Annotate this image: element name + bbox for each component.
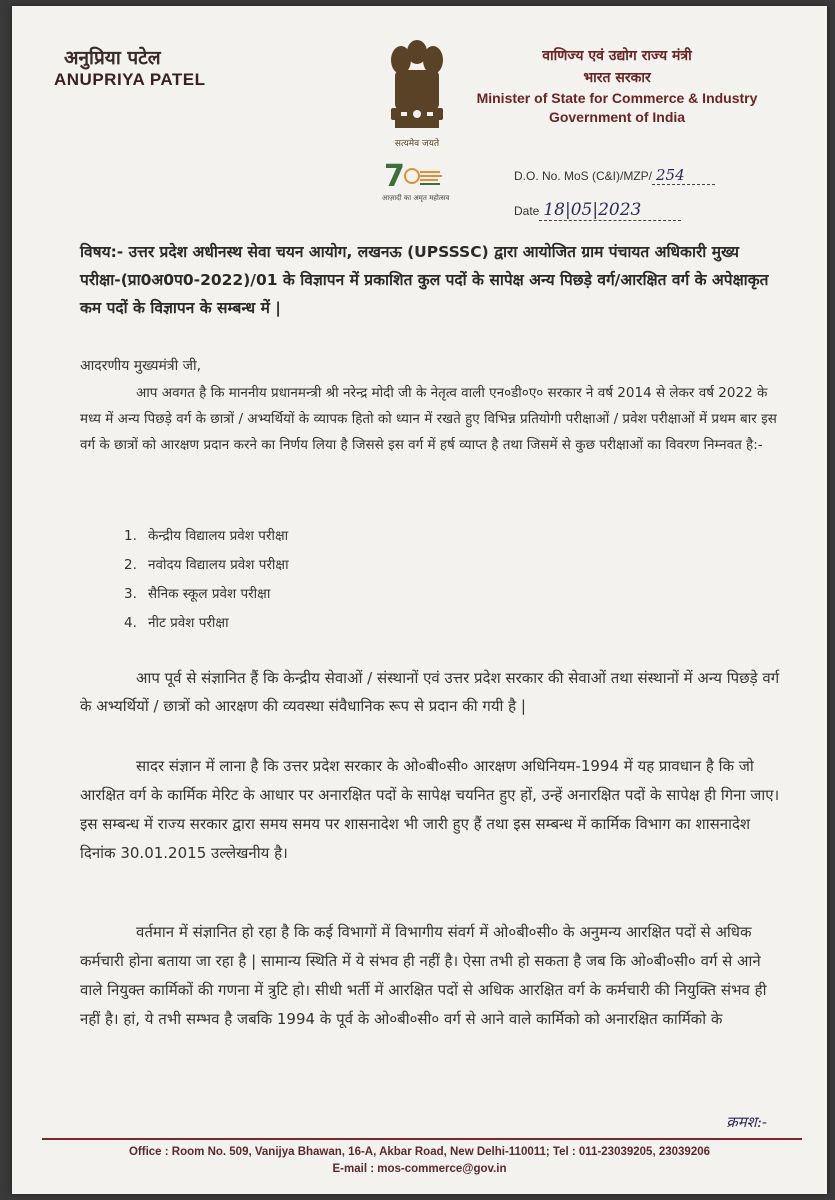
- footer-address: Office : Room No. 509, Vanijya Bhawan, 16-A, Akbar Road, New Delhi-110011; Tel : 011-23039205, 23039206: [128, 1146, 711, 1158]
- footer-email: E-mail : mos-commerce@gov.in: [332, 1163, 507, 1175]
- footer: [32, 1144, 807, 1178]
- paragraph-4: वर्तमान में संज्ञानित हो रहा है कि कई विभागों में विभागीय संवर्ग में ओ०बी०सी० के अनुमन्य आरक्षित पदों से अधिक कर्मचारी होना बताया जा रहा है | सामान्य स्थिति में ये संभव ही नहीं है। ऐसा तभी हो सकता है जब कि ओ०बी०सी० वर्ग से आने वाले नियुक्त कार्मिकों की गणना में त्रुटि हो। सीधी भर्ती में आरक्षित पदों से अधिक आरक्षित वर्ग के कर्मचारी की नियुक्ति संभव ही नहीं है। हां, ये तभी सम्भव है जबकि 1994 के पूर्व के ओ०बी०सी० वर्ग से आने वाले कार्मिको को अनारक्षित कार्मिको के: [80, 923, 767, 1028]
- azadi-ka-amrit-mahotsav-logo: [374, 156, 454, 216]
- list-item: 1. केन्द्रीय विद्यालय प्रवेश परीक्षा: [124, 528, 289, 544]
- salutation: आदरणीय मुख्यमंत्री जी,: [80, 358, 202, 374]
- continued-mark: क्रमश:-: [726, 1113, 767, 1131]
- date-label: Date: [514, 204, 540, 218]
- footer-divider: [42, 1138, 802, 1140]
- letter-sheet: [12, 6, 827, 1194]
- list-item: 3. सैनिक स्कूल प्रवेश परीक्षा: [124, 586, 271, 602]
- paragraph-2: आप पूर्व से संज्ञानित हैं कि केन्द्रीय सेवाओं / संस्थानों एवं उत्तर प्रदेश सरकार की सेवाओं तथा संस्थानों में अन्य पिछड़े वर्ग के अभ्यर्थियों / छात्रों को आरक्षण की व्यवस्था संवैधानिक रूप से प्रदान की गयी है |: [80, 669, 780, 715]
- designation-english: Minister of State for Commerce & Industry: [476, 90, 758, 106]
- do-number-line: [514, 166, 715, 184]
- subject-line: विषय:- उत्तर प्रदेश अधीनस्थ सेवा चयन आयोग, लखनऊ (UPSSSC) द्वारा आयोजित ग्राम पंचायत अधिकारी मुख्य परीक्षा-(प्रा0अ0प0-2022)/01 के विज्ञापन में प्रकाशित कुल पदों के सापेक्ष अन्य पिछड़े वर्ग/आरक्षित वर्ग के अपेक्षाकृत कम पदों के विज्ञापन के सम्बन्ध में |: [80, 243, 769, 317]
- svg-text:7: 7: [384, 159, 405, 194]
- sender-name-hindi: अनुप्रिया पटेल: [64, 47, 161, 69]
- do-number: 254: [652, 166, 715, 185]
- date-value: 18|05|2023: [539, 200, 681, 221]
- designation-hindi: वाणिज्य एवं उद्योग राज्य मंत्री: [542, 48, 692, 64]
- list-item: 4. नीट प्रवेश परीक्षा: [124, 615, 229, 631]
- svg-text:सत्यमेव जयते: सत्यमेव जयते: [394, 139, 440, 149]
- date-line: [514, 200, 681, 220]
- government-english: Government of India: [548, 109, 686, 125]
- national-emblem-icon: [377, 32, 457, 157]
- do-label: D.O. No. MoS (C&I)/MZP/: [514, 169, 653, 183]
- exam-list: [124, 526, 289, 642]
- svg-text:आज़ादी का अमृत महोत्सव: आज़ादी का अमृत महोत्सव: [382, 194, 450, 202]
- sender-name-english: ANUPRIYA PATEL: [54, 70, 206, 89]
- designation-block: [467, 46, 767, 125]
- paragraph-1: आप अवगत है कि माननीय प्रधानमन्त्री श्री नरेन्द्र मोदी जी के नेतृत्व वाली एन०डी०ए० सरकार ने वर्ष 2014 से लेकर वर्ष 2022 के मध्य में अन्य पिछड़े वर्ग के छात्रों / अभ्यर्थियों के व्यापक हितो को ध्यान में रखते हुए विभिन्न प्रतियोगी परीक्षाओं / प्रवेश परीक्षाओं में प्रथम बार इस वर्ग के छात्रों को आरक्षण प्रदान करने का निर्णय लिया है जिससे इस वर्ग में हर्ष व्याप्त है तथा जिसमें से कुछ परीक्षाओं का विवरण निम्नवत है:-: [80, 385, 777, 453]
- list-item: 2. नवोदय विद्यालय प्रवेश परीक्षा: [124, 557, 289, 573]
- government-hindi: भारत सरकार: [583, 70, 651, 86]
- paragraph-3: सादर संज्ञान में लाना है कि उत्तर प्रदेश सरकार के ओ०बी०सी० आरक्षण अधिनियम-1994 में यह प्रावधान है कि जो आरक्षित वर्ग के कार्मिक मेरिट के आधार पर अनारक्षित पदों के सापेक्ष चयनित हुए हों, उन्हें अनारक्षित पदों के सापेक्ष ही गिना जाए। इस सम्बन्ध में राज्य सरकार द्वारा समय समय पर शासनादेश भी जारी हुए हैं तथा इस सम्बन्ध में कार्मिक विभाग का शासनादेश दिनांक 30.01.2015 उल्लेखनीय है।: [80, 757, 780, 862]
